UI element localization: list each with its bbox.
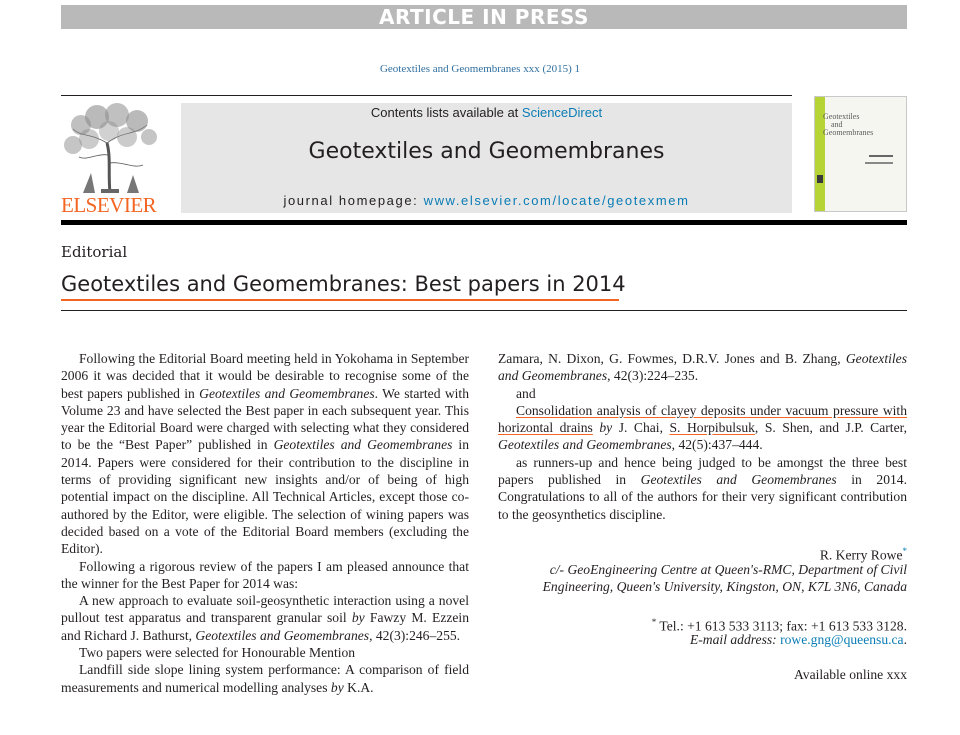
article-title: Geotextiles and Geomembranes: Best papers in 2014 [61,272,626,296]
available-online: Available online xxx [794,667,907,682]
homepage-link[interactable]: www.elsevier.com/locate/geotexmem [423,193,690,208]
contact-phone: * Tel.: +1 613 533 3113; fax: +1 613 533 3128. [651,617,907,634]
footnote-star: * [651,617,657,627]
masthead-thick-rule [61,220,907,225]
contents-prefix: Contents lists available at [370,105,522,120]
cover-decoration [869,155,893,157]
journal-cover-thumbnail[interactable] [814,96,907,212]
contact-email: E-mail address: rowe.gng@queensu.ca. [689,632,907,647]
paragraph: Consolidation analysis of clayey deposits under vacuum pressure with horizontal drains by J. Chai, S. Horpibulsuk, S. Shen, and J.P. Carter, Geotextiles and Geomembranes, 42(5):437–444. [498,402,907,453]
header-divider [61,95,792,96]
journal-homepage [181,193,792,208]
section-label: Editorial [61,243,128,261]
journal-title: Geotextiles and Geomembranes [308,139,665,164]
paragraph: and [516,385,536,401]
corresponding-author-star[interactable]: * [902,546,907,556]
cover-title-line: Geomembranes [823,128,874,137]
author-signature: R. Kerry Rowe* [819,546,907,563]
cover-decoration [865,162,893,164]
paragraph: Zamara, N. Dixon, G. Fowmes, D.R.V. Jones and B. Zhang, Geotextiles and Geomembranes, 42(3):224–235. [498,351,907,384]
title-divider [61,310,907,311]
paragraph: Following the Editorial Board meeting held in Yokohama in September 2006 it was decided that it would be desirable to recognise some of the best papers published in Geotextiles and Geomembranes. We started with Volume 23 and have selected the Best paper in each subsequent year. This year the Editorial Board were charged with selecting what they considered to be the “Best Paper” published in Geotextiles and Geomembranes in 2014. Papers were considered for their contribution to the discipline in terms of providing significant new insights and/or of being of high potential impact on the discipline. All Technical Articles, except those co-authored by the Editor, were eligible. The selection of wining papers was decided based on a vote of the Editorial Board members (excluding the Editor). [61,351,469,557]
author-affiliation [543,561,907,596]
affiliation-line: Engineering, Queen's University, Kingston, ON, K7L 3N6, Canada [542,579,907,595]
affiliation-line: c/- GeoEngineering Centre at Queen's-RMC, Department of Civil [549,562,907,577]
homepage-prefix: journal homepage: [283,193,424,208]
paper-title-link[interactable]: Consolidation analysis of clayey deposits under vacuum pressure with horizontal drains [498,402,907,436]
contents-line [181,105,792,120]
journal-citation: Geotextiles and Geomembranes xxx (2015) 1 [379,63,581,75]
article-in-press-banner: ARTICLE IN PRESS [61,5,907,29]
paragraph: Landfill side slope lining system performance: A comparison of field measurements and numerical modelling analyses by K.A. [61,662,469,695]
email-link[interactable]: rowe.gng@queensu.ca [780,632,904,647]
author-link[interactable]: S. Horpibulsuk [669,420,755,436]
right-column [498,350,907,523]
sciencedirect-link[interactable]: ScienceDirect [521,105,603,120]
paragraph: Two papers were selected for Honourable Mention [79,645,356,661]
paragraph: A new approach to evaluate soil-geosynthetic interaction using a novel pullout test apparatus and transparent granular soil by Fawzy M. Ezzein and Richard J. Bathurst, Geotextiles and Geomembranes, 42(3):246–255. [61,593,469,643]
cover-mini-logo-icon [817,175,823,183]
cover-title-line: and [831,120,843,129]
paragraph: Following a rigorous review of the papers I am pleased announce that the winner for the Best Paper for 2014 was: [61,558,469,591]
journal-masthead [181,103,792,213]
cover-title-line: Geotextiles [823,112,860,121]
cover-title [823,113,873,137]
title-underline [61,299,619,301]
left-column [61,350,469,696]
paragraph: as runners-up and hence being judged to be amongst the three best papers published in Geotextiles and Geomembranes in 2014. Congratulations to all of the authors for their very significant contribution to the geosynthetics discipline. [498,454,907,522]
elsevier-wordmark: ELSEVIER [61,193,157,217]
